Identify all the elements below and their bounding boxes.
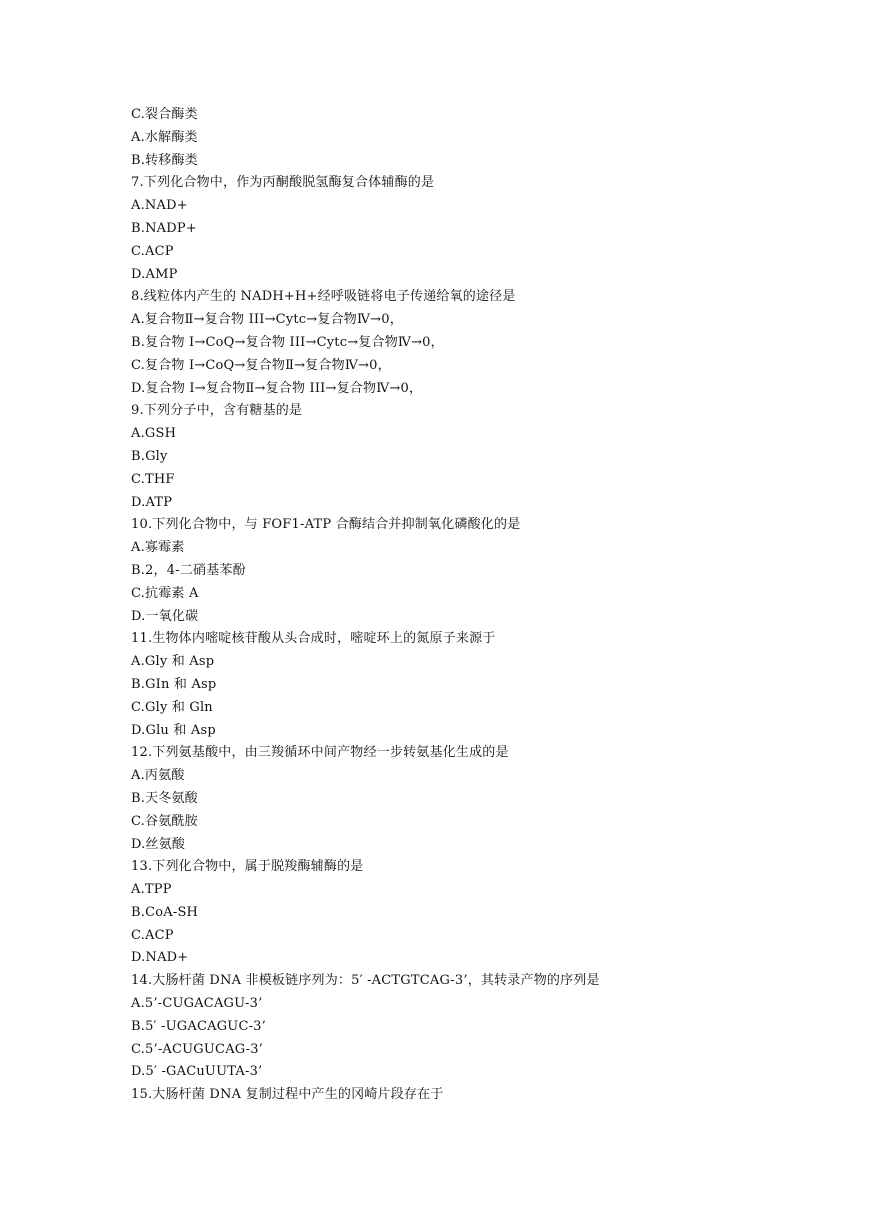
- question-line: 7.下列化合物中，作为丙酮酸脱氢酶复合体辅酶的是: [131, 175, 435, 191]
- option-line: C.复合物 I→CoQ→复合物Ⅱ→复合物Ⅳ→0，: [131, 357, 391, 373]
- option-line: B.5′ -UGACAGUC-3’: [131, 1018, 266, 1034]
- option-line: B.CoA-SH: [131, 904, 199, 920]
- option-line: C.谷氨酰胺: [131, 813, 198, 829]
- option-line: D.NAD+: [131, 950, 189, 966]
- question-line: 9.下列分子中，含有糖基的是: [131, 403, 303, 419]
- option-line: A.寡霉素: [131, 540, 185, 556]
- option-line: B.天冬氨酸: [131, 790, 198, 806]
- option-line: C.Gly 和 Gln: [131, 699, 213, 715]
- question-line: 15.大肠杆菌 DNA 复制过程中产生的冈崎片段存在于: [131, 1087, 444, 1103]
- option-line: D.ATP: [131, 494, 173, 510]
- option-line: C.ACP: [131, 927, 174, 943]
- option-line: D.AMP: [131, 266, 178, 282]
- option-line: B.2，4-二硝基苯酚: [131, 562, 246, 578]
- option-line: A.Gly 和 Asp: [131, 654, 215, 670]
- question-line: 10.下列化合物中，与 FOF1-ATP 合酶结合并抑制氧化磷酸化的是: [131, 517, 521, 533]
- option-line: A.GSH: [131, 426, 177, 442]
- option-line: A.丙氨酸: [131, 768, 185, 784]
- question-line: 13.下列化合物中，属于脱羧酶辅酶的是: [131, 859, 364, 875]
- option-line: B.Gly: [131, 448, 168, 464]
- question-line: 8.线粒体内产生的 NADH+H+经呼吸链将电子传递给氧的途径是: [131, 289, 516, 305]
- option-line: A.TPP: [131, 882, 172, 898]
- option-line: D.5′ -GACuUUTA-3’: [131, 1064, 263, 1080]
- question-line: 11.生物体内嘧啶核苷酸从头合成时，嘧啶环上的氮原子来源于: [131, 631, 496, 647]
- option-line: D.一氧化碳: [131, 608, 199, 624]
- option-line: A.NAD+: [131, 198, 188, 214]
- text-line: B.转移酶类: [131, 152, 198, 168]
- option-line: D.Glu 和 Asp: [131, 722, 216, 738]
- option-line: D.复合物 I→复合物Ⅱ→复合物 III→复合物Ⅳ→0，: [131, 380, 423, 396]
- option-line: D.丝氨酸: [131, 836, 186, 852]
- option-line: C.抗霉素 A: [131, 585, 199, 601]
- question-text-block: [131, 104, 771, 1107]
- option-line: C.ACP: [131, 243, 174, 259]
- option-line: B.复合物 I→CoQ→复合物 III→Cytc→复合物Ⅳ→0，: [131, 334, 444, 350]
- option-line: A.5’-CUGACAGU-3’: [131, 996, 263, 1012]
- option-line: B.GIn 和 Asp: [131, 676, 217, 692]
- option-line: B.NADP+: [131, 220, 197, 236]
- option-line: C.5’-ACUGUCAG-3’: [131, 1041, 264, 1057]
- text-line: A.水解酶类: [131, 129, 198, 145]
- option-line: C.THF: [131, 471, 175, 487]
- question-line: 12.下列氨基酸中，由三羧循环中间产物经一步转氨基化生成的是: [131, 745, 509, 761]
- option-line: A.复合物Ⅱ→复合物 III→Cytc→复合物Ⅳ→0，: [131, 312, 403, 328]
- question-line: 14.大肠杆菌 DNA 非模板链序列为：5′ -ACTGTCAG-3’，其转录产物的序列是: [131, 973, 600, 989]
- text-line: C.裂合酶类: [131, 107, 198, 122]
